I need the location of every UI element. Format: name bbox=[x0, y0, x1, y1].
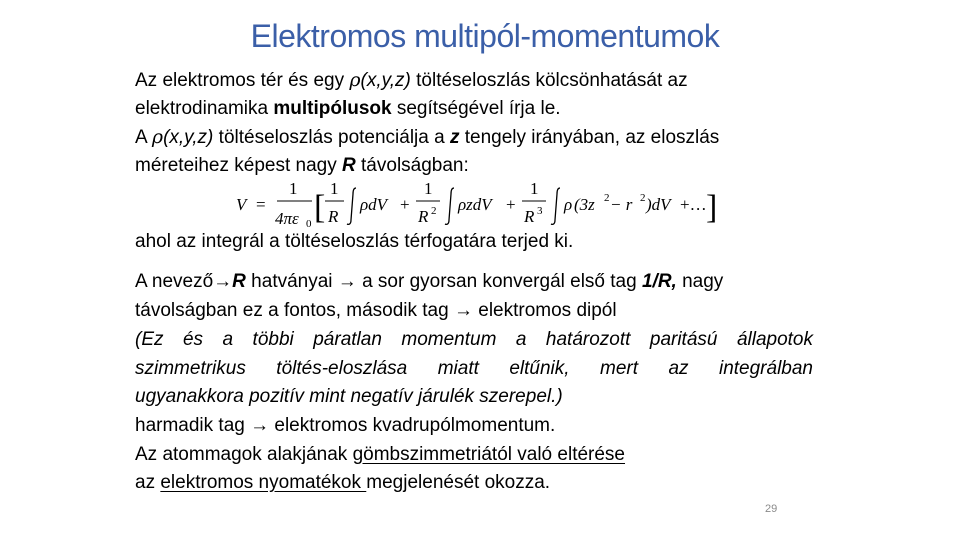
page-number: 29 bbox=[765, 503, 778, 515]
formula-paren-c: )dV bbox=[646, 195, 671, 214]
text-run: töltéseloszlás kölcsönhatását az bbox=[410, 70, 688, 91]
formula-exp-3: 3 bbox=[537, 205, 543, 217]
formula-four-pi-eps: 4πε bbox=[275, 209, 299, 228]
text-run: Az atommagok alakjának bbox=[135, 443, 353, 465]
text-run: A bbox=[135, 127, 152, 148]
formula-paren-b: − r bbox=[610, 195, 633, 214]
convergence-line-1 bbox=[135, 268, 815, 297]
formula-right-bracket: ] bbox=[706, 189, 718, 226]
formula-left-bracket: [ bbox=[314, 189, 326, 226]
formula-one: 1 bbox=[530, 179, 539, 198]
rho-symbol: ρ bbox=[151, 126, 164, 148]
convergence-paragraph bbox=[135, 268, 815, 325]
intro-line-1 bbox=[135, 66, 815, 95]
text-run: A nevező bbox=[135, 271, 214, 292]
text-run: elektrodinamika bbox=[135, 97, 274, 119]
integral-note: ahol az integrál a töltéseloszlás térfogatára terjed ki. bbox=[135, 231, 574, 252]
integral-sign bbox=[445, 188, 454, 224]
integral-sign bbox=[347, 188, 356, 224]
rho-symbol: ρ bbox=[349, 69, 361, 91]
quadrupole-paragraph bbox=[135, 412, 815, 498]
formula-paren-a: (3z bbox=[574, 195, 595, 214]
text-run: hatványai → a sor gyorsan konvergál első tag bbox=[245, 271, 642, 292]
quadrupole-line-2 bbox=[135, 441, 815, 470]
r-distance-label: R bbox=[342, 154, 356, 176]
z-axis-label: z bbox=[449, 127, 460, 148]
formula-eps-sub: 0 bbox=[306, 218, 312, 230]
integral-sign bbox=[551, 188, 560, 224]
multipoles-term: multipólusok bbox=[273, 97, 392, 119]
formula-one: 1 bbox=[289, 179, 298, 198]
intro-line-2 bbox=[135, 95, 815, 124]
underlined-deviation-term: gömbszimmetriától való eltérése bbox=[352, 443, 626, 465]
formula-rho-z-dv: ρzdV bbox=[458, 195, 492, 214]
formula-r3: R bbox=[524, 207, 535, 226]
xyz-args: (x,y,z) bbox=[163, 127, 214, 148]
parity-note bbox=[135, 326, 813, 412]
text-run: segítségével írja le. bbox=[391, 97, 561, 119]
formula-one: 1 bbox=[424, 179, 433, 198]
multipole-expansion-formula bbox=[230, 176, 730, 232]
parity-line-2: szimmetrikus töltés-eloszlása miatt eltűnik, mert az integrálban bbox=[135, 357, 813, 379]
formula-v: V bbox=[236, 195, 247, 214]
one-over-r-term: 1/R, bbox=[641, 271, 677, 292]
quadrupole-line-1: harmadik tag → elektromos kvadrupólmomentum. bbox=[135, 415, 556, 436]
arrow-r-term: →R bbox=[213, 271, 246, 292]
text-run: Az elektromos tér és egy bbox=[135, 70, 350, 91]
formula-dots: +… bbox=[680, 195, 707, 214]
formula-rho-dv: ρdV bbox=[360, 195, 388, 214]
text-run: tengely irányában, az eloszlás bbox=[459, 127, 720, 148]
formula-plus: + bbox=[506, 195, 516, 214]
formula-exp-2: 2 bbox=[640, 192, 646, 204]
text-run: nagy bbox=[676, 271, 724, 292]
formula-rho: ρ bbox=[564, 195, 573, 214]
intro-line-3 bbox=[135, 123, 815, 152]
formula-plus: + bbox=[400, 195, 410, 214]
text-run: az bbox=[135, 472, 161, 493]
parity-line-3: ugyanakkora pozitív mint negatív járulék szerepel.) bbox=[135, 386, 563, 407]
text-run: méreteihez képest nagy bbox=[135, 154, 343, 176]
text-run: megjelenését okozza. bbox=[366, 472, 551, 493]
formula-r2: R bbox=[418, 207, 429, 226]
slide-title: Elektromos multipól-momentumok bbox=[250, 18, 720, 54]
formula-exp-2: 2 bbox=[604, 192, 610, 204]
intro-paragraph bbox=[135, 66, 815, 180]
formula-one: 1 bbox=[330, 179, 339, 198]
formula-equals: = bbox=[256, 195, 266, 214]
formula-exp-2: 2 bbox=[431, 205, 437, 217]
formula-svg bbox=[230, 176, 730, 232]
parity-line-1: (Ez és a többi páratlan momentum a határozott paritású állapotok bbox=[135, 329, 813, 350]
formula-r: R bbox=[328, 207, 339, 226]
underlined-moments-term: elektromos nyomatékok bbox=[160, 472, 367, 493]
quadrupole-line-3 bbox=[135, 469, 815, 498]
xyz-args: (x,y,z) bbox=[360, 70, 411, 91]
text-run: töltéseloszlás potenciálja a bbox=[213, 127, 450, 148]
convergence-line-2: távolságban ez a fontos, második tag → elektromos dipól bbox=[135, 299, 617, 321]
text-run: távolságban: bbox=[355, 154, 469, 176]
